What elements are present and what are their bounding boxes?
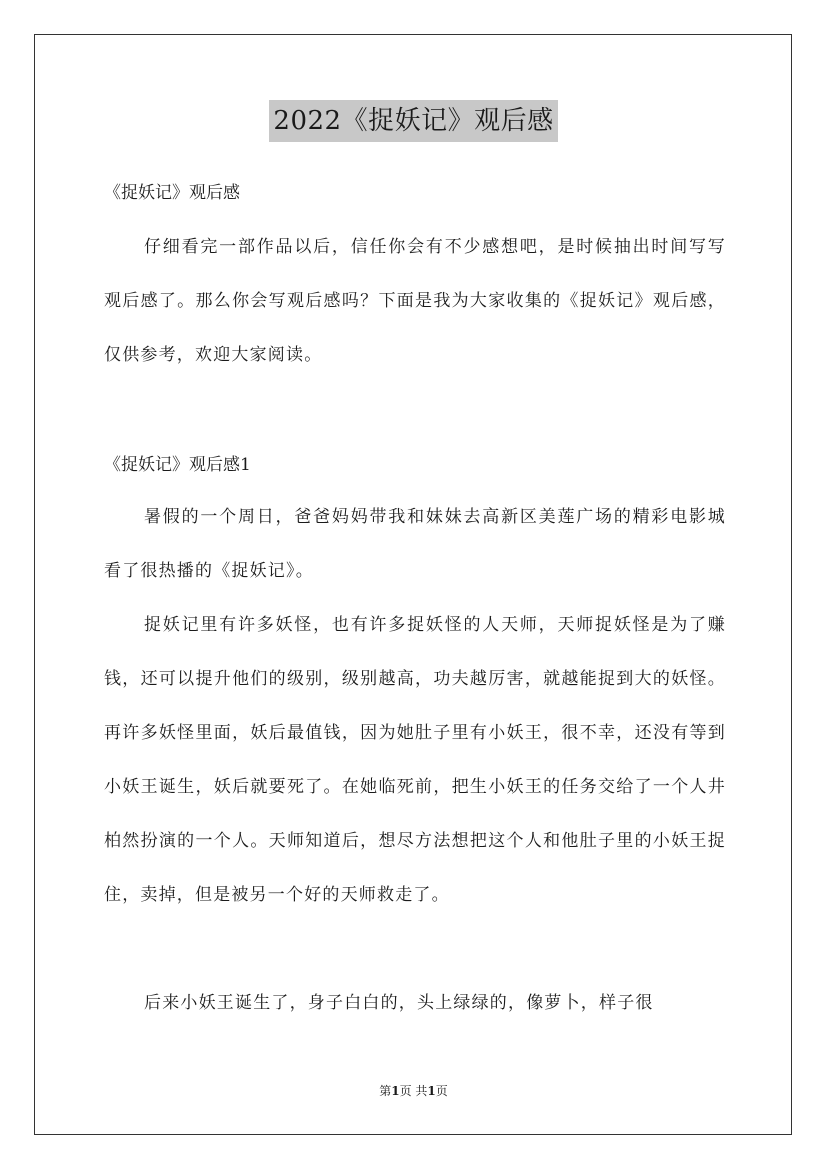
section-heading-1: 《捉妖记》观后感1 xyxy=(104,455,251,475)
title-container xyxy=(0,100,827,142)
page-footer xyxy=(0,1083,827,1099)
body-paragraph-3: 后来小妖王诞生了，身子白白的，头上绿绿的，像萝卜，样子很 xyxy=(144,993,654,1013)
footer-prefix: 第 xyxy=(379,1084,392,1098)
body-paragraph-2: 捉妖记里有许多妖怪，也有许多捉妖怪的人天师，天师捉妖怪是为了赚钱，还可以提升他们的级别，级别越高，功夫越厉害，就越能捉到大的妖怪。再许多妖怪里面，妖后最值钱，因为她肚子里有小妖王，很不幸，还没有等到小妖王诞生，妖后就要死了。在她临死前，把生小妖王的任务交给了一个人井柏然扮演的一个人。天师知道后，想尽方法想把这个人和他肚子里的小妖王捉住，卖掉，但是被另一个好的天师救走了。 xyxy=(104,615,726,905)
footer-page-total: 1 xyxy=(427,1084,436,1098)
footer-suffix: 页 xyxy=(435,1084,448,1098)
intro-heading: 《捉妖记》观后感 xyxy=(104,183,240,203)
footer-page-current: 1 xyxy=(391,1084,400,1098)
document-title: 2022《捉妖记》观后感 xyxy=(269,100,557,142)
body-paragraph-1: 暑假的一个周日，爸爸妈妈带我和妹妹去高新区美莲广场的精彩电影城看了很热播的《捉妖记》。 xyxy=(104,507,726,581)
intro-paragraph: 仔细看完一部作品以后，信任你会有不少感想吧，是时候抽出时间写写观后感了。那么你会写观后感吗？下面是我为大家收集的《捉妖记》观后感，仅供参考，欢迎大家阅读。 xyxy=(104,237,726,365)
footer-mid: 页 共 xyxy=(399,1084,428,1098)
